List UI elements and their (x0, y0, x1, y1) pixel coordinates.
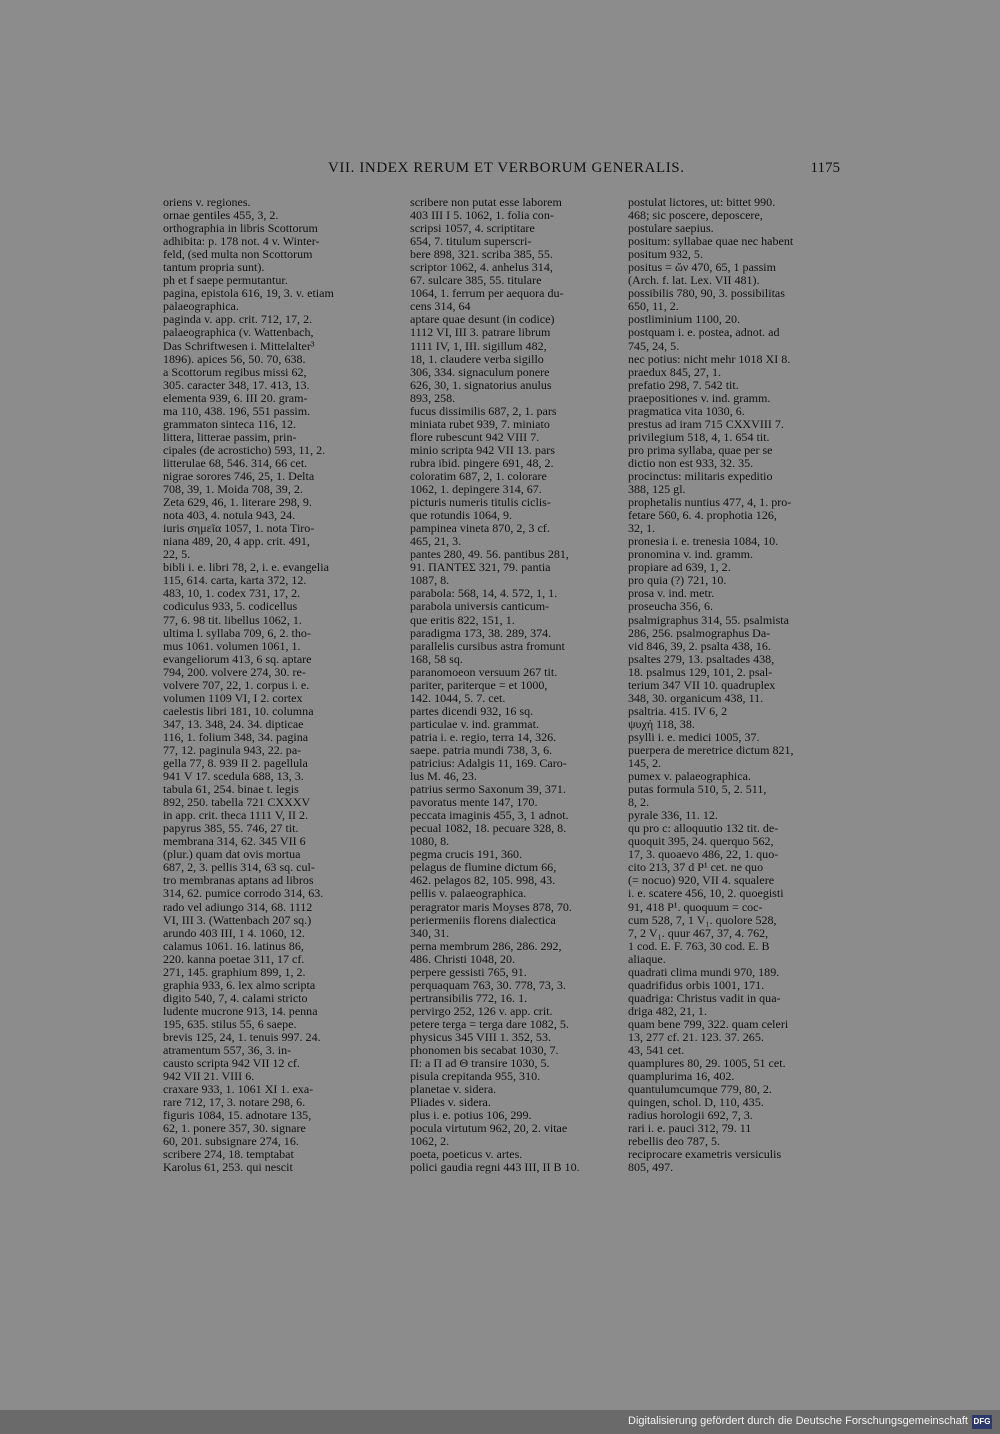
index-line: quamplurima 16, 402. (628, 1070, 735, 1084)
index-line: 1896). apices 56, 50. 70, 638. (163, 352, 306, 366)
index-line: 942 VII 21. VIII 6. (163, 1070, 255, 1084)
index-line: rubra ibid. pingere 691, 48, 2. (410, 456, 554, 470)
index-line: 892, 250. tabella 721 CXXXV (163, 796, 311, 810)
index-column-1 (163, 196, 399, 1290)
index-line: paginda v. app. crit. 712, 17, 2. (163, 313, 313, 327)
index-line: 145, 2. (628, 757, 662, 771)
index-line: pisula crepitanda 955, 310. (410, 1070, 541, 1084)
index-line: 8, 2. (628, 796, 650, 810)
index-line: 13, 277 cf. 21. 123. 37. 265. (628, 1031, 764, 1044)
index-line: a Scottorum regibus missi 62, (163, 365, 307, 379)
index-line: ma 110, 438. 196, 551 passim. (163, 404, 311, 418)
index-line: Π: a Π ad Θ transire 1030, 5. (410, 1057, 550, 1071)
index-line: praedux 845, 27, 1. (628, 365, 722, 379)
index-line: 168, 58 sq. (410, 652, 463, 666)
footer-bar (0, 1410, 1000, 1434)
index-line: positum 932, 5. (628, 248, 703, 262)
index-line: privilegium 518, 4, 1. 654 tit. (628, 430, 770, 444)
index-line: 650, 11, 2. (628, 300, 679, 314)
funding-credit: Digitalisierung gefördert durch die Deutsche Forschungsgemeinschaft (628, 1415, 968, 1427)
index-line: 1 cod. E. F. 763, 30 cod. E. B (628, 939, 770, 953)
index-line: praepositiones v. ind. gramm. (628, 391, 771, 405)
index-line: tabula 61, 254. binae t. legis (163, 783, 299, 797)
index-line: digito 540, 7, 4. calami stricto (163, 991, 308, 1005)
index-line: pecual 1082, 18. pecuare 328, 8. (410, 822, 567, 836)
index-line: aptare quae desunt (in codice) (410, 313, 555, 327)
index-line: radius horologii 692, 7, 3. (628, 1109, 753, 1123)
index-line: graphia 933, 6. lex almo scripta (163, 978, 316, 992)
index-line: 116, 1. folium 348, 34. pagina (163, 730, 309, 744)
index-line: 77, 12. paginula 943, 22. pa- (163, 743, 302, 757)
index-line: cipales (de acrosticho) 593, 11, 2. (163, 443, 326, 457)
index-line: miniata rubet 939, 7. miniato (410, 417, 550, 431)
index-line: littera, litterae passim, prin- (163, 430, 297, 444)
index-line: pegma crucis 191, 360. (410, 848, 523, 862)
index-line: picturis numeris titulis ciclis- (410, 496, 551, 510)
index-line: lus M. 46, 23. (410, 770, 477, 784)
index-line: proseucha 356, 6. (628, 600, 713, 614)
index-line: 340, 31. (410, 926, 450, 940)
index-line: adhibita: p. 178 not. 4 v. Winter- (163, 235, 320, 249)
dfg-logo-icon: DFG (972, 1415, 992, 1429)
index-line: psaltria. 415. IV 6, 2 (628, 704, 728, 718)
index-line: nec potius: nicht mehr 1018 XI 8. (628, 352, 791, 366)
index-line: minio scripta 942 VII 13. pars (410, 443, 555, 457)
index-line: 306, 334. signaculum ponere (410, 365, 550, 379)
index-line: pronesia i. e. trenesia 1084, 10. (628, 535, 779, 549)
index-line: Zeta 629, 46, 1. literare 298, 9. (163, 496, 312, 510)
index-line: VI, III 3. (Wattenbach 207 sq.) (163, 913, 312, 927)
index-line: prophetalis nuntius 477, 4, 1. pro- (628, 496, 792, 510)
index-line: pagina, epistola 616, 19, 3. v. etiam (163, 287, 334, 301)
index-line: ph et f saepe permutantur. (163, 274, 288, 288)
index-line: pro prima syllaba, quae per se (628, 443, 773, 457)
index-line: quadrifidus orbis 1001, 171. (628, 978, 765, 992)
index-line: 468; sic poscere, deposcere, (628, 209, 763, 223)
running-header (300, 160, 840, 182)
index-line: 348, 30. organicum 438, 11. (628, 691, 764, 705)
page-number: 1175 (810, 160, 840, 176)
index-line: pantes 280, 49. 56. pantibus 281, (410, 548, 569, 562)
index-line: qu pro c: alloquutio 132 tit. de- (628, 822, 779, 836)
index-line: 1087, 8. (410, 574, 450, 588)
index-line: postulare saepius. (628, 222, 714, 236)
index-line: 115, 614. carta, karta 372, 12. (163, 574, 307, 588)
index-line: polici gaudia regni 443 III, II B 10. (410, 1161, 580, 1175)
index-line: 60, 201. subsignare 274, 16. (163, 1135, 299, 1149)
index-line: peragrator maris Moyses 878, 70. (410, 900, 572, 914)
index-line: codiculus 933, 5. codicellus (163, 600, 298, 614)
index-line: prosa v. ind. metr. (628, 587, 715, 601)
index-line: terium 347 VII 10. quadruplex (628, 678, 776, 692)
index-line: 347, 13. 348, 24. 34. dipticae (163, 717, 304, 731)
index-line: putas formula 510, 5, 2. 511, (628, 783, 767, 797)
index-line: (Arch. f. lat. Lex. VII 481). (628, 274, 760, 288)
index-line: 22, 5. (163, 548, 191, 562)
index-line: 32, 1. (628, 522, 656, 536)
index-line: niana 489, 20, 4 app. crit. 491, (163, 535, 310, 549)
index-line: plus i. e. potius 106, 299. (410, 1109, 532, 1123)
index-line: saepe. patria mundi 738, 3, 6. (410, 743, 553, 757)
index-line: que rotundis 1064, 9. (410, 509, 513, 523)
index-line: 314, 62. pumice corrodo 314, 63. (163, 887, 324, 901)
index-line: 462. pelagos 82, 105. 998, 43. (410, 874, 556, 888)
index-line: bibli i. e. libri 78, 2, i. e. evangelia (163, 561, 329, 575)
index-line: (plur.) quam dat ovis mortua (163, 848, 301, 862)
index-line: i. e. scatere 456, 10, 2. quoegisti (628, 887, 784, 901)
index-line: ludente mucrone 913, 14. penna (163, 1004, 318, 1018)
index-line: poeta, poeticus v. artes. (410, 1148, 523, 1162)
index-line: postulat lictores, ut: bittet 990. (628, 196, 776, 209)
index-line: 626, 30, 1. signatorius anulus (410, 378, 552, 392)
index-line: 654, 7. titulum superscri- (410, 235, 532, 249)
index-line: phonomen bis secabat 1030, 7. (410, 1044, 559, 1058)
index-column-2 (410, 196, 606, 1290)
index-line: volumen 1109 VI, I 2. cortex (163, 691, 303, 705)
index-line: petere terga = terga dare 1082, 5. (410, 1017, 569, 1031)
index-line: pervirgo 252, 126 v. app. crit. (410, 1004, 553, 1018)
index-line: pumex v. palaeographica. (628, 770, 751, 784)
index-line: 62, 1. ponere 357, 30. signare (163, 1122, 306, 1136)
index-line: vid 846, 39, 2. psalta 438, 16. (628, 639, 771, 653)
index-line: brevis 125, 24, 1. tenuis 997. 24. (163, 1031, 321, 1044)
index-line: pragmatica vita 1030, 6. (628, 404, 745, 418)
index-line: driga 482, 21, 1. (628, 1004, 707, 1018)
index-line: atramentum 557, 36, 3. in- (163, 1044, 292, 1058)
index-line: quantulumcumque 779, 80, 2. (628, 1083, 772, 1097)
index-line: pyrale 336, 11. 12. (628, 809, 718, 823)
index-line: que eritis 822, 151, 1. (410, 613, 515, 627)
index-line: 43, 541 cet. (628, 1044, 685, 1058)
index-line: partes dicendi 932, 16 sq. (410, 704, 534, 718)
index-line: palaeographica (v. Wattenbach, (163, 326, 314, 340)
index-line: scribere 274, 18. temptabat (163, 1148, 294, 1162)
index-line: evangeliorum 413, 6 sq. aptare (163, 652, 312, 666)
index-line: elementa 939, 6. III 20. gram- (163, 391, 308, 405)
index-line: prefatio 298, 7. 542 tit. (628, 378, 739, 392)
index-line: parabola: 568, 14, 4. 572, 1, 1. (410, 587, 558, 601)
index-line: 805, 497. (628, 1161, 674, 1175)
index-line: mus 1061. volumen 1061, 1. (163, 639, 301, 653)
index-line: 91, 418 P¹. quoquum = coc- (628, 900, 763, 914)
index-line: orthographia in libris Scottorum (163, 222, 318, 236)
index-line: causto scripta 942 VII 12 cf. (163, 1057, 300, 1071)
index-line: rebellis deo 787, 5. (628, 1135, 721, 1149)
index-line: 388, 125 gl. (628, 483, 686, 497)
index-line: peccata imaginis 455, 3, 1 adnot. (410, 809, 569, 823)
index-line: flore rubescunt 942 VIII 7. (410, 430, 540, 444)
index-line: 17, 3. quoaevo 486, 22, 1. quo- (628, 848, 779, 862)
index-line: fucus dissimilis 687, 2, 1. pars (410, 404, 557, 418)
index-line: periermeniis florens dialectica (410, 913, 556, 927)
index-line: 67. sulcare 385, 55. titulare (410, 274, 542, 288)
index-line: palaeographica. (163, 300, 239, 314)
index-line: cito 213, 37 d P¹ cet. ne quo (628, 861, 764, 875)
index-line: 893, 258. (410, 391, 456, 405)
index-line: perpere gessisti 765, 91. (410, 965, 527, 979)
index-line: rare 712, 17, 3. notare 298, 6. (163, 1096, 306, 1110)
index-line: dictio non est 933, 32. 35. (628, 456, 754, 470)
index-line: reciprocare exametris versiculis (628, 1148, 782, 1162)
index-line: 1112 VI, III 3. patrare librum (410, 326, 551, 340)
index-line: postquam i. e. postea, adnot. ad (628, 326, 780, 340)
index-line: fetare 560, 6. 4. prophotia 126, (628, 509, 777, 523)
index-line: quadriga: Christus vadit in qua- (628, 991, 781, 1005)
index-line: 794, 200. volvere 274, 30. re- (163, 665, 306, 679)
index-line: pampinea vineta 870, 2, 3 cf. (410, 522, 550, 536)
index-line: quam bene 799, 322. quam celeri (628, 1017, 789, 1031)
index-line: oriens v. regiones. (163, 196, 251, 209)
index-line: Karolus 61, 253. qui nescit (163, 1161, 293, 1175)
index-line: patria i. e. regio, terra 14, 326. (410, 730, 557, 744)
index-line: 1062, 2. (410, 1135, 450, 1149)
index-line: 142. 1044, 5. 7. cet. (410, 691, 506, 705)
index-line: arundo 403 III, 1 4. 1060, 12. (163, 926, 305, 940)
index-line: grammaton sinteca 116, 12. (163, 417, 297, 431)
index-line: aliaque. (628, 952, 666, 966)
index-line: 18, 1. claudere verba sigillo (410, 352, 544, 366)
index-line: prestus ad iram 715 CXXVIII 7. (628, 417, 784, 431)
index-line: rado vel adiungo 314, 68. 1112 (163, 900, 313, 914)
index-line: 708, 39, 1. Moida 708, 39, 2. (163, 483, 303, 497)
index-line: iuris σημεῖα 1057, 1. nota Tiro- (163, 522, 315, 536)
index-line: rari i. e. pauci 312, 79. 11 (628, 1122, 752, 1136)
index-line: patrius sermo Saxonum 39, 371. (410, 783, 566, 797)
index-line: papyrus 385, 55. 746, 27 tit. (163, 822, 299, 836)
index-line: paranomoeon versuum 267 tit. (410, 665, 558, 679)
index-line: 305. caracter 348, 17. 413, 13. (163, 378, 310, 392)
index-line: pariter, pariterque = et 1000, (410, 678, 548, 692)
index-line: psaltes 279, 13. psaltades 438, (628, 652, 775, 666)
index-line: craxare 933, 1. 1061 XI 1. exa- (163, 1083, 314, 1097)
index-line: quoquit 395, 24. querquo 562, (628, 835, 774, 849)
index-line: psalmigraphus 314, 55. psalmista (628, 613, 789, 627)
section-title: VII. INDEX RERUM ET VERBORUM GENERALIS. (328, 160, 685, 176)
index-line: 486. Christi 1048, 20. (410, 952, 516, 966)
index-line: perquaquam 763, 30. 778, 73, 3. (410, 978, 566, 992)
index-column-3 (628, 196, 840, 1290)
index-line: 91. ΠΑΝΤΕΣ 321, 79. pantia (410, 561, 551, 575)
index-line: positus = ὤν 470, 65, 1 passim (628, 261, 777, 275)
index-line: feld, (sed multa non Scottorum (163, 248, 313, 262)
index-line: calamus 1061. 16. latinus 86, (163, 939, 304, 953)
index-line: 286, 256. psalmographus Da- (628, 626, 771, 640)
index-line: quingen, schol. D, 110, 435. (628, 1096, 764, 1110)
index-line: pertransibilis 772, 16. 1. (410, 991, 528, 1005)
index-line: 7, 2 V₁. quur 467, 37, 4. 762, (628, 926, 769, 940)
index-line: particulae v. ind. grammat. (410, 717, 540, 731)
index-line: cum 528, 7, 1 V₁. quolore 528, (628, 913, 777, 927)
index-line: in app. crit. theca 1111 V, II 2. (163, 809, 309, 823)
index-line: pronomina v. ind. gramm. (628, 548, 754, 562)
index-line: perna membrum 286, 286. 292, (410, 939, 562, 953)
index-line: 1064, 1. ferrum per aequora du- (410, 287, 564, 301)
index-line: 271, 145. graphium 899, 1, 2. (163, 965, 306, 979)
index-line: caelestis libri 181, 10. columna (163, 704, 314, 718)
index-line: physicus 345 VIII 1. 352, 53. (410, 1031, 551, 1044)
index-line: planetae v. sidera. (410, 1083, 497, 1097)
index-line: tro membranas aptans ad libros (163, 874, 314, 888)
index-line: volvere 707, 22, 1. corpus i. e. (163, 678, 310, 692)
index-line: 18. psalmus 129, 101, 2. psal- (628, 665, 773, 679)
index-line: quadrati clima mundi 970, 189. (628, 965, 780, 979)
index-line: 941 V 17. scedula 688, 13, 3. (163, 770, 304, 784)
index-line: pellis v. palaeographica. (410, 887, 527, 901)
index-line: scripsi 1057, 4. scriptitare (410, 222, 535, 236)
index-line: propiare ad 639, 1, 2. (628, 561, 731, 575)
index-line: Das Schriftwesen i. Mittelalter³ (163, 339, 315, 353)
index-line: 403 III I 5. 1062, 1. folia con- (410, 209, 554, 223)
index-line: 687, 2, 3. pellis 314, 63 sq. cul- (163, 861, 315, 875)
index-line: figuris 1084, 15. adnotare 135, (163, 1109, 312, 1123)
index-line: scribere non putat esse laborem (410, 196, 562, 209)
index-line: pro quia (?) 721, 10. (628, 574, 727, 588)
index-line: 1111 IV, 1, III. sigillum 482, (410, 339, 547, 353)
index-line: Pliades v. sidera. (410, 1096, 491, 1110)
index-line: patricius: Adalgis 11, 169. Caro- (410, 757, 567, 771)
index-line: scriptor 1062, 4. anhelus 314, (410, 261, 553, 275)
index-line: 483, 10, 1. codex 731, 17, 2. (163, 587, 301, 601)
index-line: ornae gentiles 455, 3, 2. (163, 209, 279, 223)
index-line: 220. kanna poetae 311, 17 cf. (163, 952, 305, 966)
index-line: pelagus de flumine dictum 66, (410, 861, 557, 875)
index-line: pocula virtutum 962, 20, 2. vitae (410, 1122, 568, 1136)
index-line: positum: syllabae quae nec habent (628, 235, 794, 249)
index-line: puerpera de meretrice dictum 821, (628, 743, 794, 757)
index-line: litterulae 68, 546. 314, 66 cet. (163, 456, 308, 470)
index-line: tantum propria sunt). (163, 261, 265, 275)
index-line: bere 898, 321. scriba 385, 55. (410, 248, 553, 262)
index-line: parallelis cursibus astra fromunt (410, 639, 565, 653)
index-line: membrana 314, 62. 345 VII 6 (163, 835, 306, 849)
index-line: nota 403, 4. notula 943, 24. (163, 509, 296, 523)
index-line: possibilis 780, 90, 3. possibilitas (628, 287, 785, 301)
index-line: ultima l. syllaba 709, 6, 2. tho- (163, 626, 311, 640)
index-line: gella 77, 8. 939 II 2. pagellula (163, 757, 308, 771)
index-line: paradigma 173, 38. 289, 374. (410, 626, 552, 640)
index-line: nigrae sorores 746, 25, 1. Delta (163, 469, 315, 483)
index-line: 1080, 8. (410, 835, 450, 849)
index-line: parabola universis canticum- (410, 600, 550, 614)
index-line: procinctus: militaris expeditio (628, 469, 773, 483)
index-line: postliminium 1100, 20. (628, 313, 740, 327)
index-line: pavoratus mente 147, 170. (410, 796, 538, 810)
index-line: 77, 6. 98 tit. libellus 1062, 1. (163, 613, 302, 627)
index-line: 195, 635. stilus 55, 6 saepe. (163, 1017, 297, 1031)
index-line: (= nocuo) 920, VII 4. squalere (628, 874, 775, 888)
index-line: psylli i. e. medici 1005, 37. (628, 730, 760, 744)
index-line: cens 314, 64 (410, 300, 471, 314)
index-line: quamplures 80, 29. 1005, 51 cet. (628, 1057, 786, 1071)
index-line: 745, 24, 5. (628, 339, 680, 353)
index-line: ψυχή 118, 38. (628, 717, 695, 731)
index-line: 1062, 1. depingere 314, 67. (410, 483, 542, 497)
index-line: 465, 21, 3. (410, 535, 462, 549)
index-line: coloratim 687, 2, 1. colorare (410, 469, 547, 483)
